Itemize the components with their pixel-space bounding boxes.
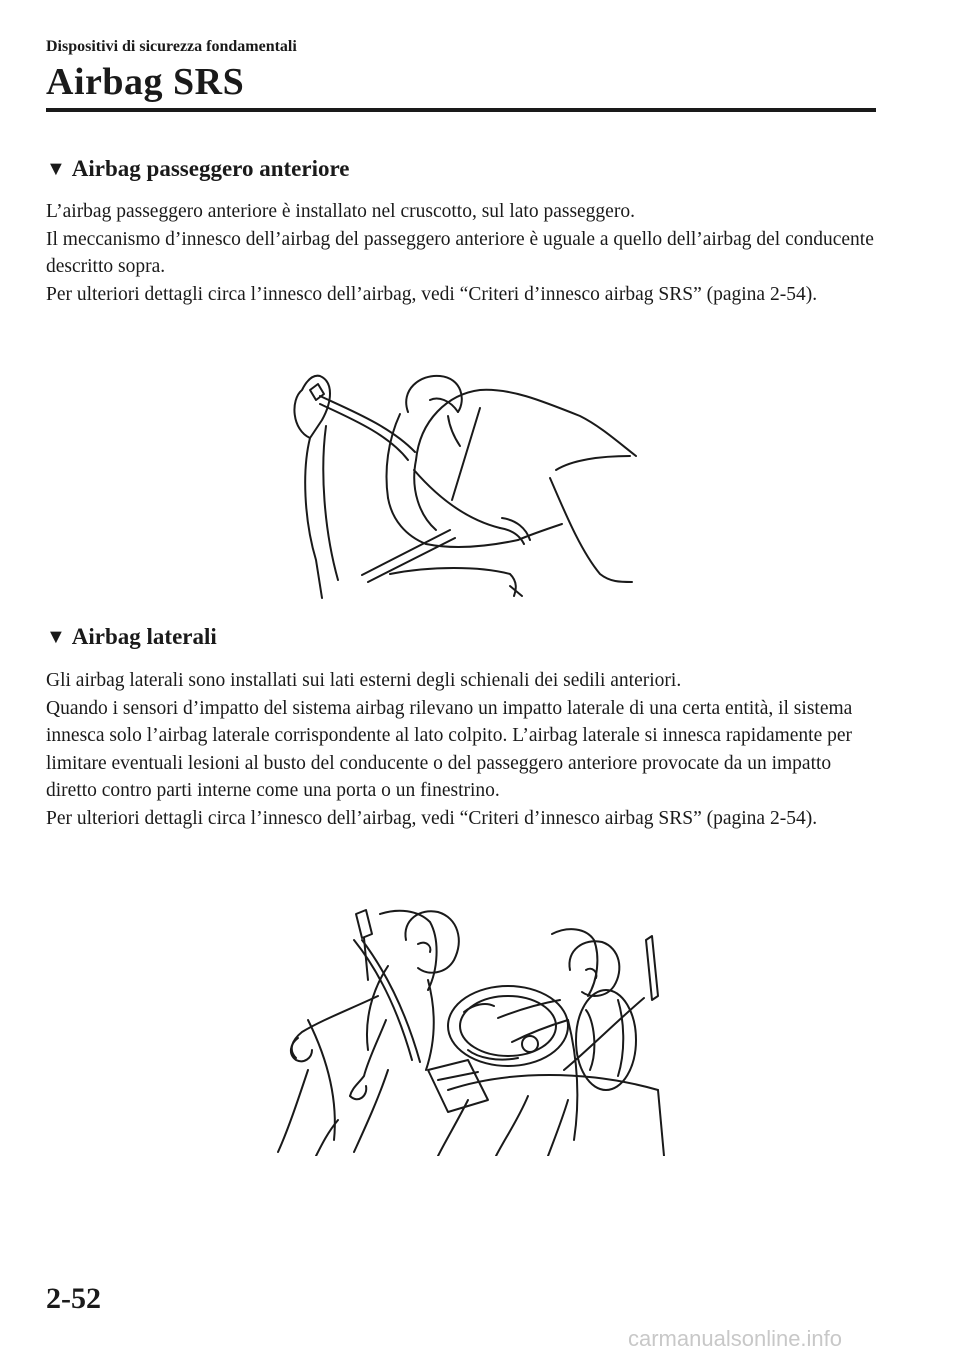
watermark: carmanualsonline.info	[628, 1326, 843, 1351]
heading-text: Airbag laterali	[71, 624, 217, 649]
title-rule	[46, 108, 876, 112]
page-number: 2-52	[46, 1282, 101, 1315]
paragraph: Per ulteriori dettagli circa l’innesco dell’airbag, vedi “Criteri d’innesco airbag SRS” (pagina 2-54).	[46, 283, 818, 305]
triangle-down-icon: ▼	[46, 625, 66, 648]
heading-text: Airbag passeggero anteriore	[71, 156, 350, 181]
section-body-front-passenger	[46, 198, 876, 308]
section-heading-front-passenger	[46, 156, 349, 182]
section-label: Dispositivi di sicurezza fondamentali	[46, 38, 297, 55]
paragraph: Gli airbag laterali sono installati sui lati esterni degli schienali dei sedili anteriori.	[46, 670, 682, 691]
paragraph: Il meccanismo d’innesco dell’airbag del passeggero anteriore è uguale a quello dell’airbag del conducente descritto sopra.	[46, 228, 874, 278]
section-heading-side-airbags	[46, 624, 217, 650]
page-title: Airbag SRS	[46, 61, 245, 103]
section-body-side-airbags	[46, 667, 876, 833]
side-airbags-illustration	[268, 900, 668, 1156]
triangle-down-icon: ▼	[46, 157, 66, 180]
paragraph: L’airbag passeggero anteriore è installato nel cruscotto, sul lato passeggero.	[46, 201, 635, 222]
front-passenger-airbag-illustration	[280, 360, 640, 600]
paragraph: Per ulteriori dettagli circa l’innesco dell’airbag, vedi “Criteri d’innesco airbag SRS” (pagina 2-54).	[46, 807, 818, 829]
paragraph: Quando i sensori d’impatto del sistema airbag rilevano un impatto laterale di una certa entità, il sistema innesca solo l’airbag laterale corrispondente al lato colpito. L’airbag laterale si innesca rapidamente per limitare eventuali lesioni al busto del conducente o del passeggero anteriore provocate da un impatto diretto contro parti interne come una porta o un finestrino.	[46, 697, 853, 802]
